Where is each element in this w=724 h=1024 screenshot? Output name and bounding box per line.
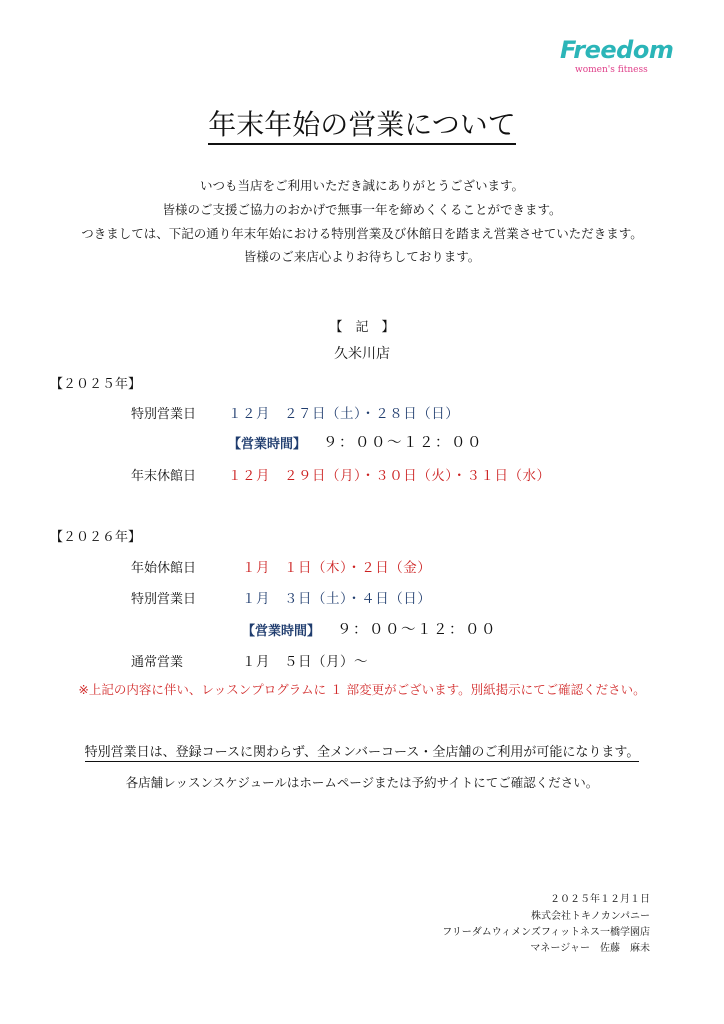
closed-day-value-2025: １２月 ２９日（月）・３０日（火）・３１日（水） [228,468,551,484]
closed-day-value-2026: １月 １日（木）・２日（金） [242,560,432,576]
footer-date: ２０２５年１２月１日 [550,894,650,905]
year-2025-heading: 【２０２５年】 [50,377,142,392]
special-day-value-2026: １月 ３日（土）・４日（日） [242,591,432,607]
closed-day-label-2025: 年末休館日 [131,469,197,484]
schedule-note: 各店舗レッスンスケジュールはホームページまたは予約サイトにてご確認ください。 [125,775,599,790]
intro-line-4: 皆様のご来店心よりお待ちしております。 [243,249,481,264]
closed-day-label-2026: 年始休館日 [131,561,197,576]
special-day-label-2026: 特別営業日 [131,592,197,607]
special-day-note: 特別営業日は、登録コースに関わらず、全メンバーコース・全店舗のご利用が可能になります。 [84,745,640,760]
normal-day-value-2026: １月 ５日（月）～ [242,654,368,670]
brand-logo: Freedom [560,36,674,64]
special-day-value-2025: １２月 ２７日（土）・２８日（日） [228,406,460,422]
hours-value-2025: ９：００～１２：００ [323,435,483,451]
ki-heading: 【 記 】 [329,320,395,335]
intro-line-3: つきましては、下記の通り年末年始における特別営業及び休館日を踏まえ営業させていただきます。 [81,226,643,241]
lesson-change-notice: ※上記の内容に伴い、レッスンプログラムに １ 部変更がございます。別紙掲示にてご確認ください。 [78,682,646,697]
intro-line-2: 皆様のご支援ご協力のおかげで無事一年を締めくくることができます。 [162,202,562,217]
hours-value-2026: ９：００～１２：００ [337,622,497,638]
footer-manager: マネージャー 佐藤 麻未 [530,943,650,954]
store-name: 久米川店 [334,346,390,362]
footer-store: フリーダムウィメンズフィットネス一橋学園店 [442,927,650,938]
hours-label-2025: 【営業時間】 [228,437,307,452]
intro-line-1: いつも当店をご利用いただき誠にありがとうございます。 [199,178,524,193]
brand-tagline: women's fitness [575,65,648,75]
page-title: 年末年始の営業について [0,103,724,143]
hours-label-2026: 【営業時間】 [242,624,321,639]
normal-day-label-2026: 通常営業 [131,655,184,670]
footer-company: 株式会社トキノカンパニー [531,911,650,922]
special-day-label-2025: 特別営業日 [131,407,197,422]
year-2026-heading: 【２０２６年】 [50,530,142,545]
